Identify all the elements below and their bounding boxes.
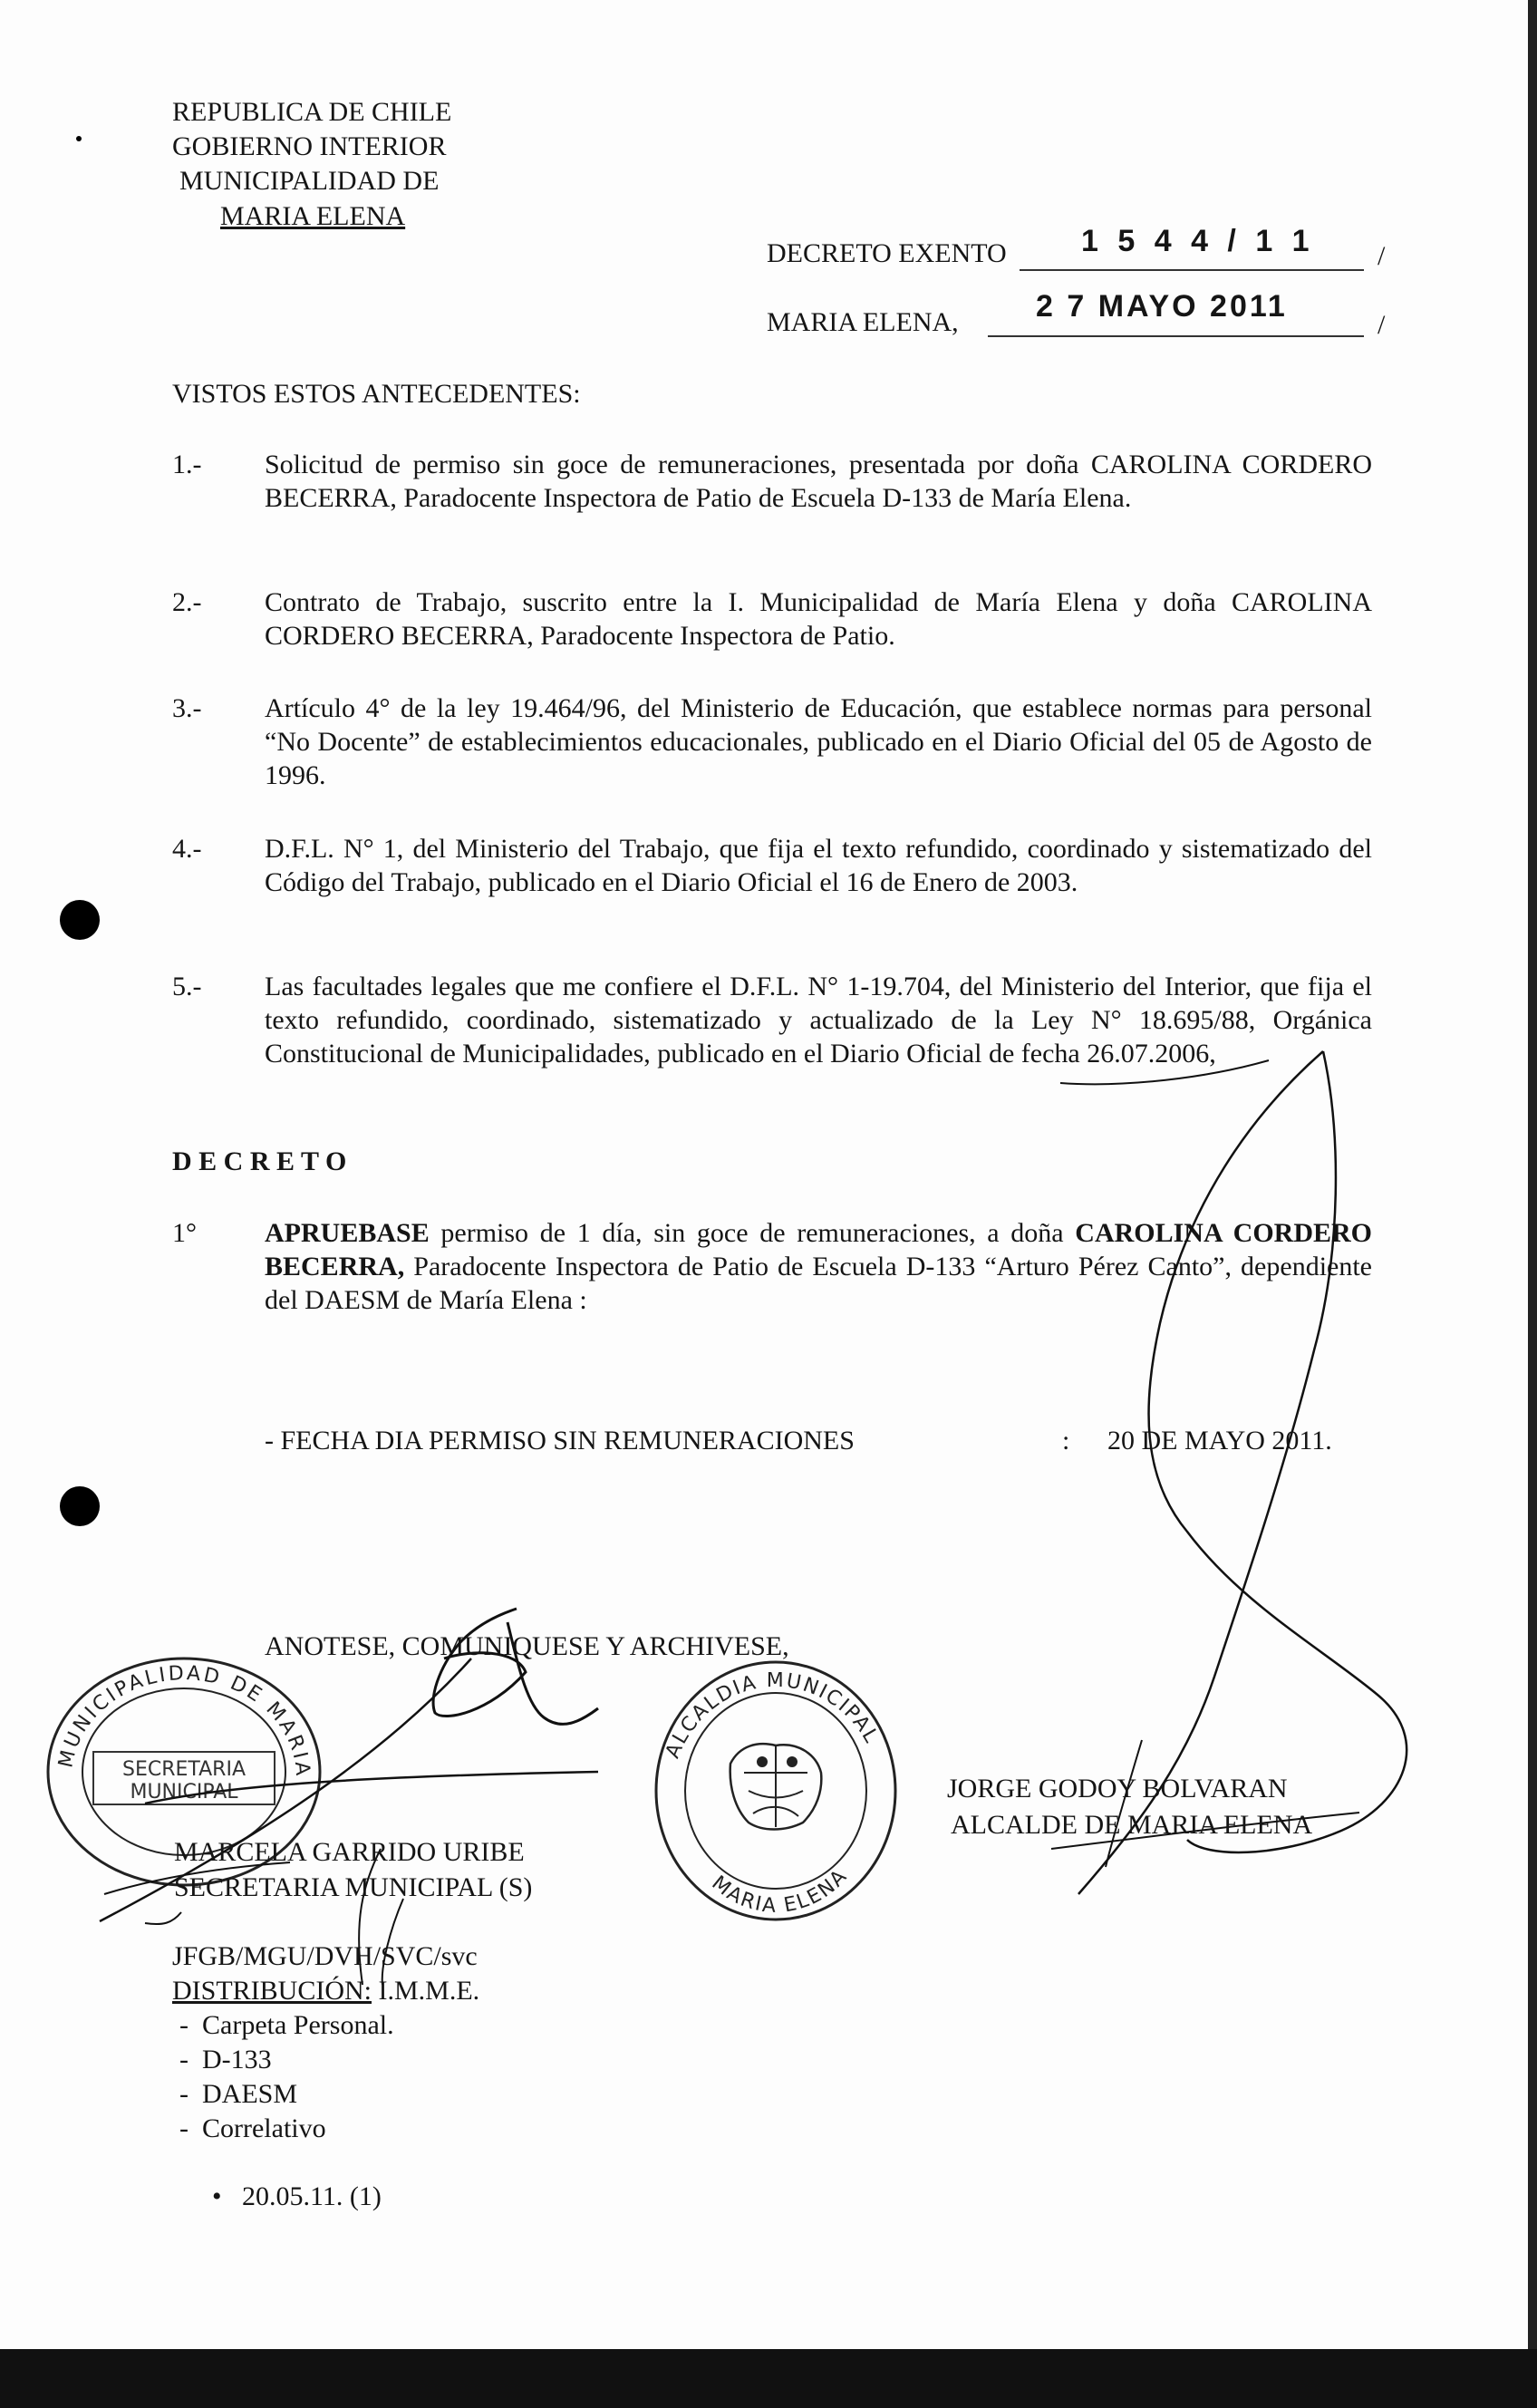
distribucion-item: - D-133 <box>179 2045 272 2074</box>
secretaria-stamp-line2: MUNICIPAL <box>130 1781 238 1804</box>
antecedente-text: Artículo 4° de la ley 19.464/96, del Ministerio de Educación, que establece normas para personal “No Docente” de establecimientos educacionales, publicado en el Diario Oficial del 05 de Agosto de 1996. <box>265 693 1372 790</box>
vistos-title: VISTOS ESTOS ANTECEDENTES: <box>172 379 581 409</box>
footnote-text: 20.05.11. (1) <box>242 2181 382 2211</box>
alcalde-title: ALCALDE DE MARIA ELENA <box>951 1810 1313 1840</box>
distribucion-header <box>172 1974 479 2007</box>
antecedente-text: D.F.L. N° 1, del Ministerio del Trabajo, que fija el texto refundido, coordinado y sistematizado del Código del Trabajo, publicado en el Diario Oficial el 16 de Enero de 2003. <box>265 834 1372 897</box>
punch-hole-top <box>60 900 100 940</box>
antecedente-text: Las facultades legales que me confiere el D.F.L. N° 1-19.704, del Ministerio del Interior, que fija el texto refundido, coordinado, sistematizado y actualizado de la Ley N° 18.695/88, Orgánica Constitucional de Municipalidades, publicado en el Diario Oficial de fecha 26.07.2006, <box>265 972 1372 1069</box>
decree-number-stamp: 1 5 4 4 / 1 1 <box>1081 224 1315 258</box>
place-date-slash: / <box>1378 310 1386 340</box>
antecedente-number: 5.- <box>172 972 202 1001</box>
footnote: • 20.05.11. (1) <box>212 2181 382 2211</box>
distribucion-item: - Carpeta Personal. <box>179 2010 394 2040</box>
header-gobierno: GOBIERNO INTERIOR <box>172 131 447 161</box>
decree-number-label: DECRETO EXENTO <box>767 238 1007 268</box>
antecedente-number: 3.- <box>172 693 202 723</box>
fecha-permiso-value: 20 DE MAYO 2011. <box>1107 1426 1332 1455</box>
articulo-text-part: Paradocente Inspectora de Patio de Escuela D-133 “Arturo Pérez Canto”, dependiente del DAESM de María Elena : <box>265 1252 1372 1315</box>
initials: JFGB/MGU/DVH/SVC/svc <box>172 1941 478 1971</box>
articulo-number: 1° <box>172 1218 197 1248</box>
articulo-bold-name: CAROLINA CORDERO BECERRA, <box>265 1218 1373 1281</box>
header-maria-elena: MARIA ELENA <box>220 201 406 231</box>
distribucion-label: DISTRIBUCIÓN: <box>172 1976 372 2006</box>
distribucion-item-text: D-133 <box>202 2045 272 2074</box>
antecedente-number: 2.- <box>172 587 202 617</box>
distribucion-item-text: Carpeta Personal. <box>202 2010 394 2040</box>
secretaria-title: SECRETARIA MUNICIPAL (S) <box>174 1872 533 1902</box>
fecha-permiso-label: - FECHA DIA PERMISO SIN REMUNERACIONES <box>265 1426 855 1455</box>
secretaria-stamp-line1: SECRETARIA <box>121 1758 246 1781</box>
decree-number-line <box>1020 269 1364 271</box>
secretaria-stamp-ring-text: MUNICIPALIDAD DE MARIA ELENA <box>34 1637 314 1789</box>
antecedente-number: 1.- <box>172 450 202 479</box>
alcaldia-stamp-bottom-text: MARIA ELENA <box>707 1864 853 1919</box>
articulo-text-part: permiso de 1 día, sin goce de remuneraciones, a doña <box>429 1218 1076 1248</box>
alcaldia-stamp-top-text: ALCALDIA MUNICIPAL <box>661 1668 884 1762</box>
alcalde-name: JORGE GODOY BOLVARAN <box>947 1774 1288 1804</box>
place-date-stamp: 2 7 MAYO 2011 <box>1036 289 1288 324</box>
decree-number-slash: / <box>1378 241 1386 271</box>
header-municipalidad: MUNICIPALIDAD DE <box>179 166 440 196</box>
distribucion-item-text: Correlativo <box>202 2113 326 2143</box>
secretaria-name: MARCELA GARRIDO URIBE <box>174 1837 525 1867</box>
place-date-label: MARIA ELENA, <box>767 307 959 337</box>
alcaldia-stamp <box>649 1655 903 1927</box>
speck-mark <box>76 136 82 141</box>
distribucion-item: - Correlativo <box>179 2113 326 2143</box>
antecedente-text: Solicitud de permiso sin goce de remuneraciones, presentada por doña CAROLINA CORDERO BECERRA, Paradocente Inspectora de Patio de Escuela D-133 de María Elena. <box>265 450 1372 513</box>
fecha-permiso-colon: : <box>1062 1426 1070 1455</box>
header-republica: REPUBLICA DE CHILE <box>172 97 452 127</box>
scan-edge-bottom <box>0 2349 1537 2408</box>
distribucion-first: I.M.M.E. <box>378 1976 480 2006</box>
articulo-bold-verb: APRUEBASE <box>265 1218 430 1248</box>
decreto-title: D E C R E T O <box>172 1146 347 1176</box>
place-date-line <box>988 335 1364 337</box>
closing-formula: ANOTESE, COMUNIQUESE Y ARCHIVESE, <box>265 1631 789 1661</box>
distribucion-item-text: DAESM <box>202 2079 298 2109</box>
secretaria-signature <box>91 1586 634 1994</box>
scan-edge-right <box>1528 0 1537 2408</box>
antecedente-text: Contrato de Trabajo, suscrito entre la I. Municipalidad de María Elena y doña CAROLINA CORDERO BECERRA, Paradocente Inspectora de Patio. <box>265 587 1372 651</box>
punch-hole-bottom <box>60 1486 100 1526</box>
distribucion-item: - DAESM <box>179 2079 298 2109</box>
antecedente-number: 4.- <box>172 834 202 864</box>
